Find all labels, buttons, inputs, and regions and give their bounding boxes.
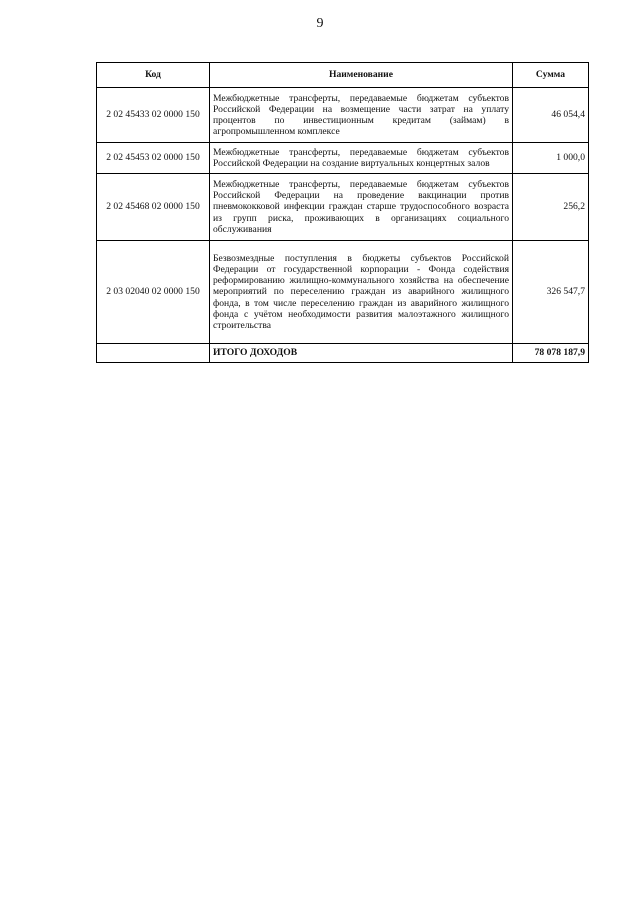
- row-code: 2 03 02040 02 0000 150: [97, 241, 210, 344]
- page-number: 9: [316, 16, 324, 31]
- table-row: [97, 143, 589, 174]
- table-header-row: [97, 63, 589, 88]
- header-sum: Сумма: [513, 63, 589, 88]
- row-name: Межбюджетные трансферты, передаваемые бюджетам субъектов Российской Федерации на создание виртуальных концертных залов: [210, 143, 513, 174]
- row-code: 2 02 45468 02 0000 150: [97, 174, 210, 241]
- row-sum: 46 054,4: [513, 88, 589, 143]
- table-row: [97, 174, 589, 241]
- row-sum: 326 547,7: [513, 241, 589, 344]
- header-code: Код: [97, 63, 210, 88]
- total-sum: 78 078 187,9: [513, 344, 589, 363]
- row-name: Безвозмездные поступления в бюджеты субъектов Российской Федерации от государственной корпорации - Фонда содействия реформированию жилищно-коммунального хозяйства на обеспечение мероприятий по переселению граждан из аварийного жилищного фонда, в том числе переселению граждан из аварийного жилищного фонда с учётом необходимости развития малоэтажного жилищного строительства: [210, 241, 513, 344]
- total-code: [97, 344, 210, 363]
- revenue-table: [96, 62, 589, 363]
- row-sum: 1 000,0: [513, 143, 589, 174]
- row-name: Межбюджетные трансферты, передаваемые бюджетам субъектов Российской Федерации на возмещение части затрат на уплату процентов по инвестиционным кредитам (займам) в агропромышленном комплексе: [210, 88, 513, 143]
- total-row: [97, 344, 589, 363]
- row-name: Межбюджетные трансферты, передаваемые бюджетам субъектов Российской Федерации на проведение вакцинации против пневмококковой инфекции граждан старше трудоспособного возраста из групп риска, проживающих в организациях социального обслуживания: [210, 174, 513, 241]
- table-row: [97, 88, 589, 143]
- row-sum: 256,2: [513, 174, 589, 241]
- table-row: [97, 241, 589, 344]
- header-name: Наименование: [210, 63, 513, 88]
- total-label: ИТОГО ДОХОДОВ: [210, 344, 513, 363]
- row-code: 2 02 45433 02 0000 150: [97, 88, 210, 143]
- row-code: 2 02 45453 02 0000 150: [97, 143, 210, 174]
